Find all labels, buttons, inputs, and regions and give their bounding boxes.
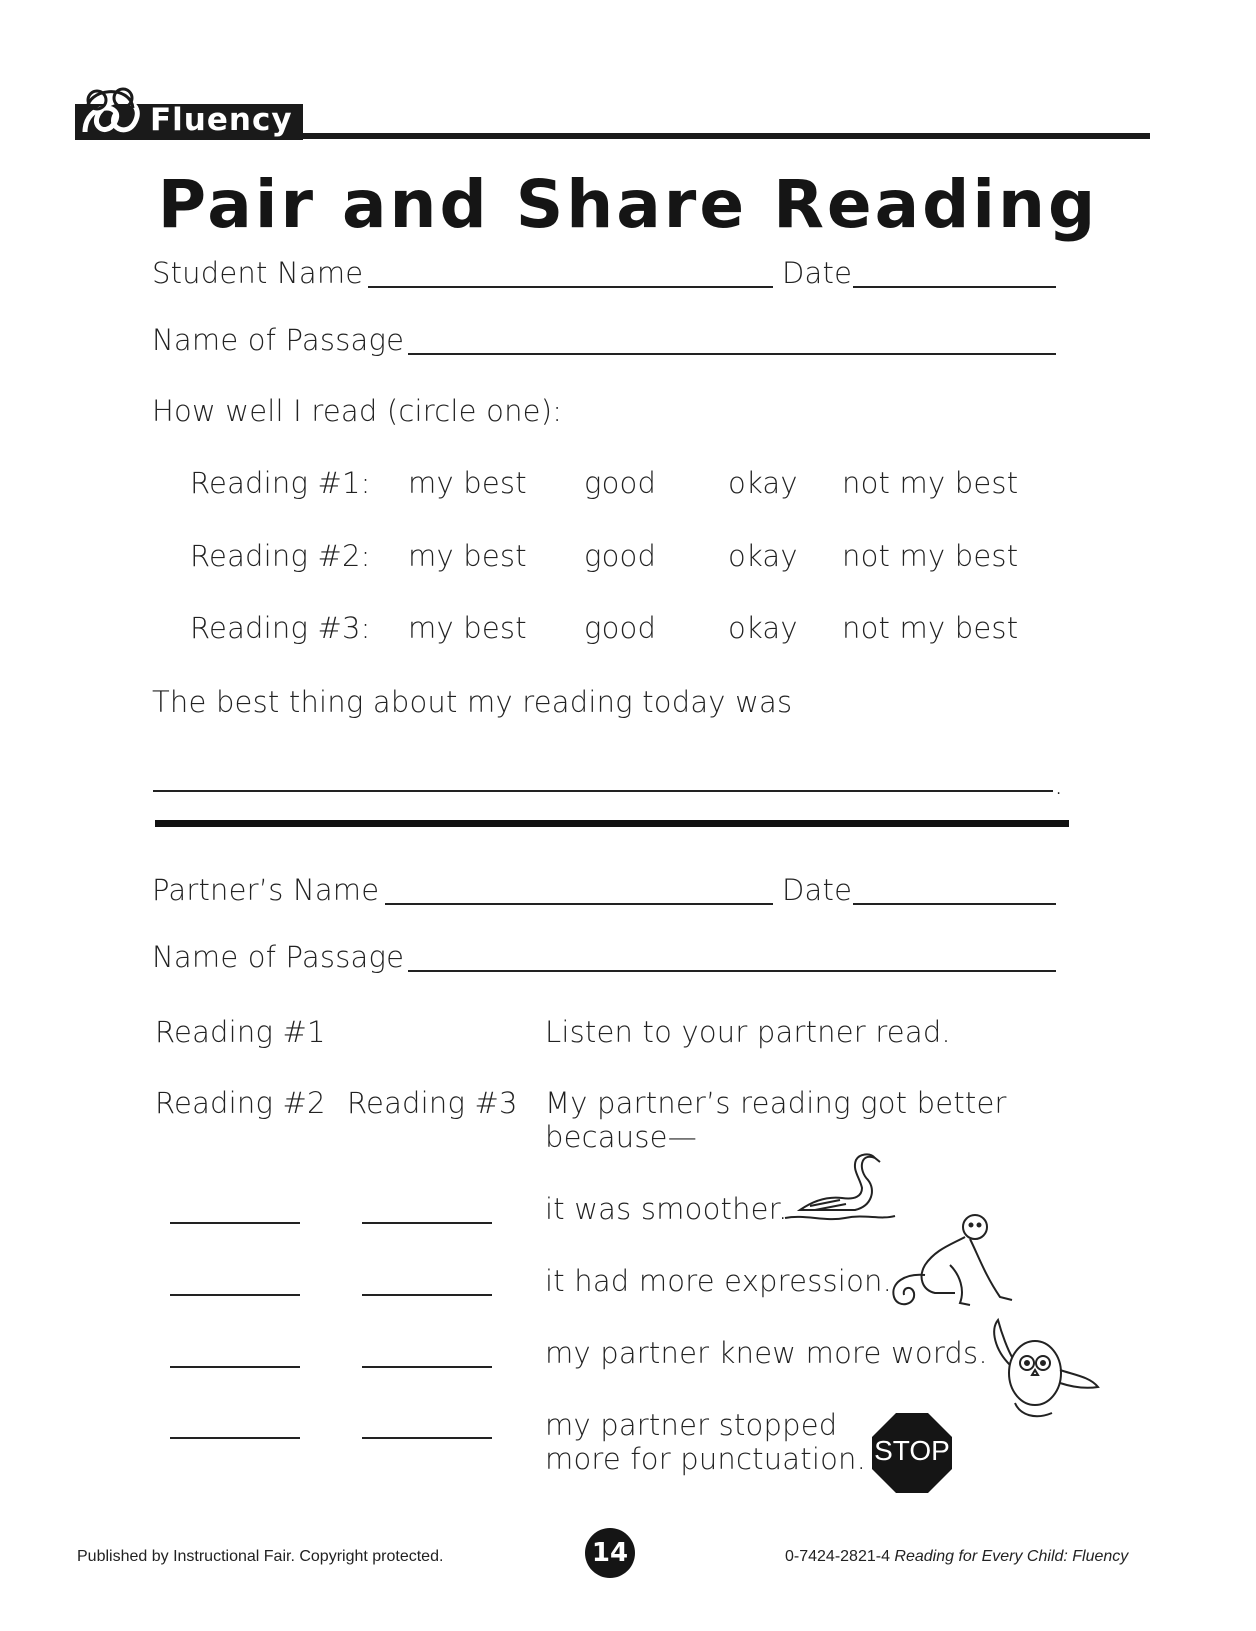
better-prompt-line-2: because— (545, 1120, 697, 1154)
reason-blank-reading-2[interactable] (170, 1437, 300, 1439)
footer-book-title: Reading for Every Child: Fluency (894, 1548, 1129, 1565)
reason-blank-reading-2[interactable] (170, 1366, 300, 1368)
partner-name-field[interactable] (385, 903, 773, 905)
best-thing-field[interactable] (153, 790, 1053, 792)
section-label: Fluency (150, 102, 293, 138)
rating-option[interactable]: okay (728, 466, 798, 500)
listen-instruction: Listen to your partner read. (545, 1015, 951, 1049)
reason-smoother: it was smoother. (545, 1192, 788, 1226)
reason-blank-reading-3[interactable] (362, 1366, 492, 1368)
section-divider (155, 820, 1069, 827)
reason-blank-reading-3[interactable] (362, 1222, 492, 1224)
page-title: Pair and Share Reading (157, 166, 1099, 243)
student-passage-label: Name of Passage (152, 323, 405, 357)
reading-3-label: Reading #3: (190, 611, 371, 645)
page-number: 14 (585, 1528, 635, 1578)
student-passage-field[interactable] (408, 353, 1056, 355)
reason-punctuation-line-1: my partner stopped (545, 1408, 838, 1442)
rating-option[interactable]: okay (728, 539, 798, 573)
student-date-label: Date (782, 256, 853, 290)
partner-date-label: Date (782, 873, 853, 907)
rating-prompt: How well I read (circle one): (152, 394, 563, 428)
reason-blank-reading-2[interactable] (170, 1294, 300, 1296)
reason-expression: it had more expression. (545, 1264, 893, 1298)
best-thing-prompt: The best thing about my reading today was (152, 685, 793, 719)
rating-option[interactable]: good (584, 539, 657, 573)
reason-blank-reading-3[interactable] (362, 1437, 492, 1439)
rating-option[interactable]: not my best (842, 466, 1019, 500)
rating-option[interactable]: my best (408, 466, 527, 500)
reading-1-label: Reading #1: (190, 466, 371, 500)
reason-blank-reading-2[interactable] (170, 1222, 300, 1224)
reason-blank-reading-3[interactable] (362, 1294, 492, 1296)
partner-passage-label: Name of Passage (152, 940, 405, 974)
monkey-icon (880, 1205, 1020, 1315)
stop-sign-text: STOP (874, 1435, 950, 1466)
partner-name-label: Partner’s Name (152, 873, 380, 907)
header-rule (300, 133, 1150, 139)
student-date-field[interactable] (853, 286, 1056, 288)
rating-option[interactable]: good (584, 466, 657, 500)
period-mark: . (1054, 767, 1064, 801)
rating-option[interactable]: my best (408, 611, 527, 645)
footer-isbn: 0-7424-2821-4 (785, 1548, 890, 1565)
owl-icon (980, 1315, 1100, 1430)
partner-passage-field[interactable] (408, 970, 1056, 972)
footer-publisher: Published by Instructional Fair. Copyright protected. (77, 1548, 444, 1565)
footer-book-info (785, 1548, 1128, 1566)
reading-2-label: Reading #2: (190, 539, 371, 573)
reason-more-words: my partner knew more words. (545, 1336, 988, 1370)
reason-punctuation-line-2: more for punctuation. (545, 1442, 867, 1476)
rating-option[interactable]: my best (408, 539, 527, 573)
partner-reading-1-label: Reading #1 (155, 1015, 326, 1049)
partner-date-field[interactable] (853, 903, 1056, 905)
rating-option[interactable]: good (584, 611, 657, 645)
rating-option[interactable]: okay (728, 611, 798, 645)
better-prompt-line-1: My partner’s reading got better (545, 1086, 1007, 1120)
partner-reading-3-label: Reading #3 (347, 1086, 518, 1120)
partner-reading-2-label: Reading #2 (155, 1086, 326, 1120)
student-name-label: Student Name (152, 256, 364, 290)
student-name-field[interactable] (368, 286, 773, 288)
rating-option[interactable]: not my best (842, 611, 1019, 645)
rating-option[interactable]: not my best (842, 539, 1019, 573)
